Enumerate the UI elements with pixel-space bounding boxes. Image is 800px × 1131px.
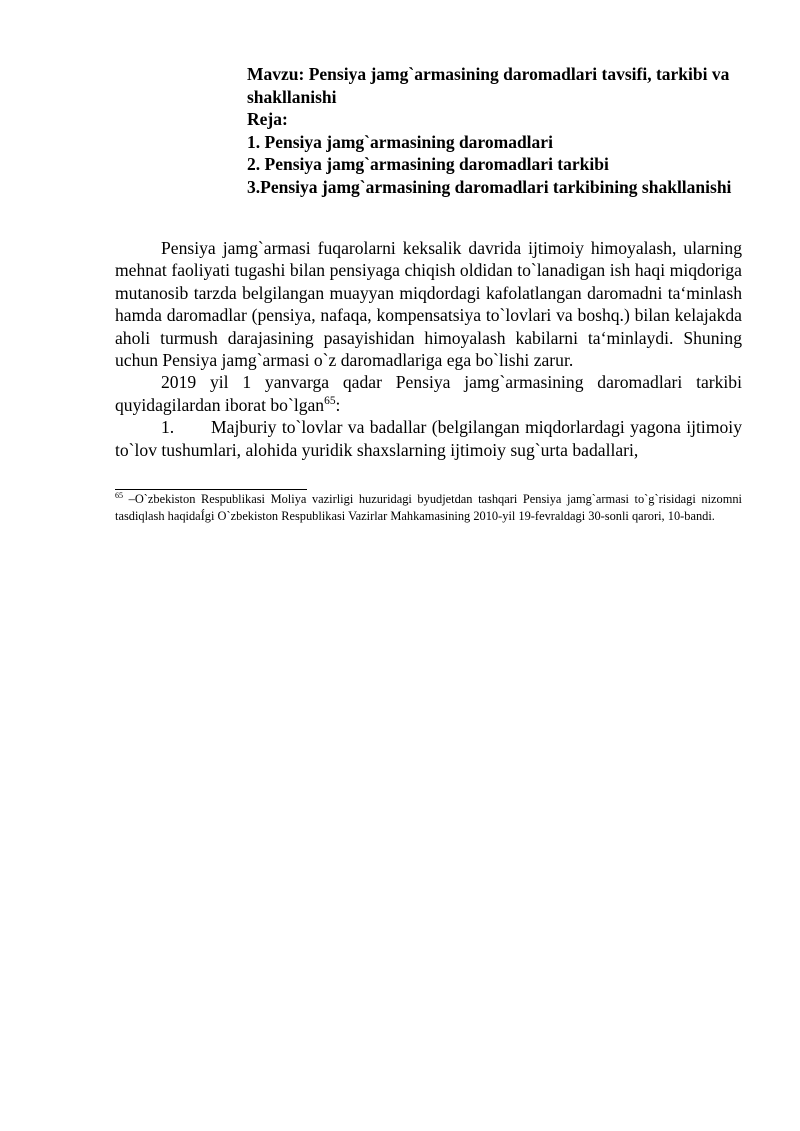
list-item: [115, 416, 742, 461]
footnote-text: –O`zbekiston Respublikasi Moliya vazirligi huzuridagi byudjetdan tashqari Pensiya jamg`armasi to`g`risidagi nizomni tasdiqlash haqidaÍgi O`zbekiston Respublikasi Vazirlar Mahkamasining 2010-yil 19-fevraldagi 30-sonli qarori, 10-bandi.: [115, 492, 742, 523]
paragraph: [115, 371, 742, 416]
footnote: [115, 491, 742, 525]
footnote-separator: [115, 489, 307, 490]
footnote-number: 65: [115, 491, 124, 501]
paragraph: Pensiya jamg`armasi fuqarolarni keksalik davrida ijtimoiy himoyalash, ularning mehnat faoliyati tugashi bilan pensiyaga chiqish oldidan to`lanadigan ish haqi miqdoriga mutanosib tarzda belgilangan muayyan miqdordagi kafolatlangan daromadni ta‘minlash hamda daromadlar (pensiya, nafaqa, kompensatsiya to`lovlari va boshq.) bilan kelajakda aholi turmush darajasining pasayishidan himoyalash kabilarni ta‘minlaydi. Shuning uchun Pensiya jamg`armasi o`z daromadlariga ega bo`lishi zarur.: [115, 238, 742, 371]
paragraph-text: 2019 yil 1 yanvarga qadar Pensiya jamg`armasining daromadlari tarkibi quyidagilardan iborat bo`lgan: [115, 372, 742, 415]
plan-label: Reja:: [247, 109, 288, 129]
plan-item: 2. Pensiya jamg`armasining daromadlari tarkibi: [247, 154, 609, 174]
footnote-reference: 65: [324, 394, 336, 407]
plan-item: 3.Pensiya jamg`armasining daromadlari tarkibining shakllanishi: [247, 176, 732, 197]
body-text: [115, 237, 742, 461]
plan-item: 1. Pensiya jamg`armasining daromadlari: [247, 131, 553, 152]
document-heading: [247, 63, 787, 198]
paragraph-punctuation: :: [335, 394, 341, 415]
list-item-text: Majburiy to`lovlar va badallar (belgilangan miqdorlardagi yagona ijtimoiy to`lov tushumlari, alohida yuridik shaxslarning ijtimoiy sug`urta badallari,: [115, 417, 742, 460]
list-item-number: 1.: [161, 417, 175, 438]
topic-title: Mavzu: Pensiya jamg`armasining daromadlari tavsifi, tarkibi va shakllanishi: [247, 64, 730, 107]
